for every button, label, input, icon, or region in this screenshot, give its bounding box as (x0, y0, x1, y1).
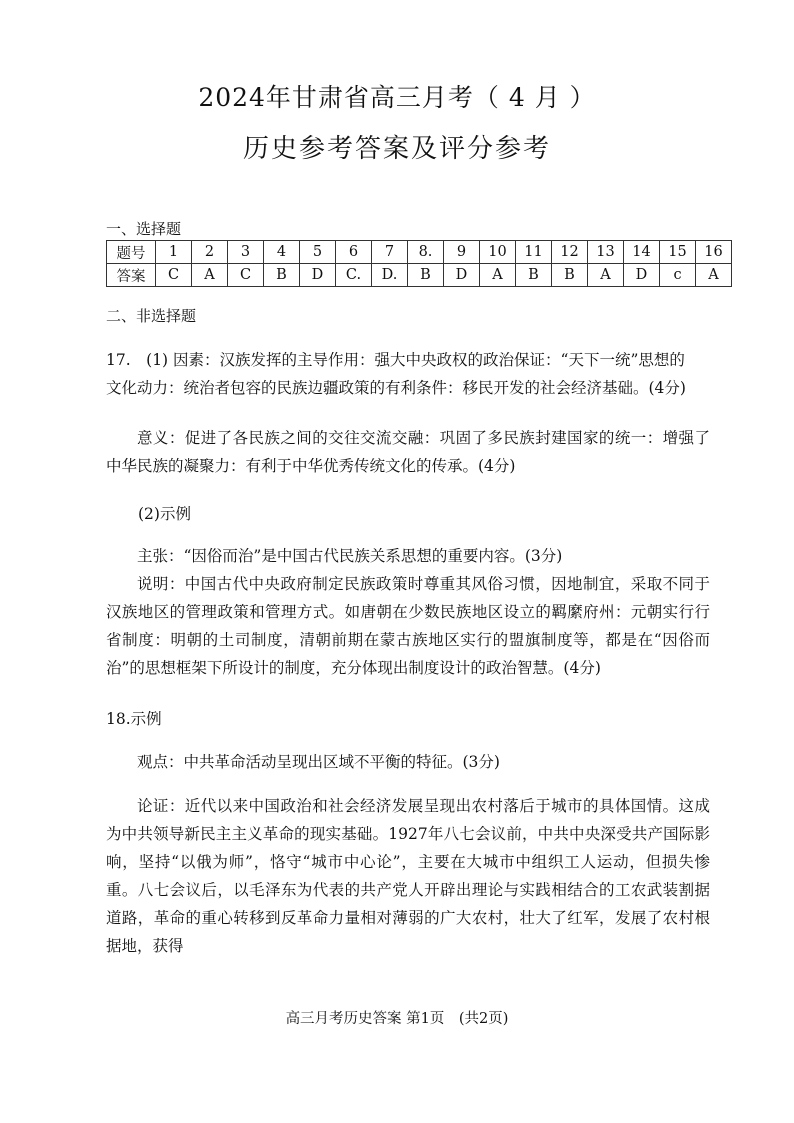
q17-explanation-text: 说明：中国古代中央政府制定民族政策时尊重其风俗习惯，因地制宜，采取不同于汉族地区的管理政策和管理方式。如唐朝在少数民族地区设立的羁縻府州：元朝实行行省制度：明朝的土司制度，清朝前期在蒙古族地区实行的盟旗制度等，都是在“因俗而治”的思想框架下所设计的制度，充分体现出制度设计的政治智慧。(4分) (106, 575, 710, 677)
q18-viewpoint-text: 观点：中共革命活动呈现出区域不平衡的特征。(3分) (137, 753, 500, 771)
question-number: 13 (588, 241, 624, 264)
question-number: 5 (300, 241, 336, 264)
answer-value: c (660, 264, 696, 287)
q17-claim (106, 542, 710, 570)
row-label-number: 题号 (107, 241, 156, 264)
question-number: 1 (156, 241, 192, 264)
answer-value: D (300, 264, 336, 287)
answer-value: C (156, 264, 192, 287)
question-number: 16 (696, 241, 732, 264)
q17-part1-line2: 文化动力：统治者包容的民族边疆政策的有利条件：移民开发的社会经济基础。(4分) (106, 379, 686, 397)
question-number: 11 (516, 241, 552, 264)
question-number: 6 (336, 241, 372, 264)
question-number: 14 (624, 241, 660, 264)
answer-value: D (444, 264, 480, 287)
q18-label: 18.示例 (106, 710, 162, 728)
q17-meaning-text: 意义：促进了各民族之间的交往交流交融：巩固了多民族封建国家的统一：增强了中华民族的凝聚力：有利于中华优秀传统文化的传承。(4分) (106, 429, 710, 475)
document-subtitle: 历史参考答案及评分参考 (242, 134, 551, 164)
answer-value: B (408, 264, 444, 287)
answer-value: D (624, 264, 660, 287)
q18-viewpoint (106, 748, 710, 776)
q17-part2-label: (2)示例 (138, 505, 191, 523)
q17-part1 (106, 346, 710, 402)
answer-value: A (480, 264, 516, 287)
q17-part1-line1: 17. (1) 因素：汉族发挥的主导作用：强大中央政权的政治保证：“天下一统”思想的 (106, 351, 685, 369)
question-number: 8. (408, 241, 444, 264)
answer-value: C. (336, 264, 372, 287)
question-number: 3 (228, 241, 264, 264)
question-number: 9 (444, 241, 480, 264)
answer-value: A (192, 264, 228, 287)
row-label-answer: 答案 (107, 264, 156, 287)
answer-value: B (264, 264, 300, 287)
q17-meaning (106, 424, 710, 480)
answer-value: D. (372, 264, 408, 287)
q17-claim-text: 主张：“因俗而治”是中国古代民族关系思想的重要内容。(3分) (137, 547, 563, 565)
section-heading-choice: 一、选择题 (106, 220, 182, 238)
question-number: 12 (552, 241, 588, 264)
answer-value: C (228, 264, 264, 287)
q17-explanation (106, 570, 710, 682)
answer-value: B (552, 264, 588, 287)
question-number: 7 (372, 241, 408, 264)
question-number: 10 (480, 241, 516, 264)
question-number: 4 (264, 241, 300, 264)
q18-argument (106, 792, 710, 960)
answer-value: B (516, 264, 552, 287)
question-number: 2 (192, 241, 228, 264)
question-number: 15 (660, 241, 696, 264)
answer-row (107, 264, 732, 287)
answer-value: A (696, 264, 732, 287)
question-number-row (107, 241, 732, 264)
section-heading-nonchoice: 二、非选择题 (106, 307, 197, 325)
answer-value: A (588, 264, 624, 287)
q18-argument-text: 论证：近代以来中国政治和社会经济发展呈现出农村落后于城市的具体国情。这成为中共领导新民主主义革命的现实基础。1927年八七会议前，中共中央深受共产国际影响，坚持“以俄为师”，恪守“城市中心论”，主要在大城市中组织工人运动，但损失惨重。八七会议后，以毛泽东为代表的共产党人开辟出理论与实践相结合的工农武装割据道路，革命的重心转移到反革命力量相对薄弱的广大农村，壮大了红军，发展了农村根据地，获得 (106, 797, 710, 955)
answer-table (106, 240, 732, 287)
document-title: 2024年甘肃省高三月考（ 4 月 ） (198, 83, 596, 112)
page-footer: 高三月考历史答案 第1页 (共2页) (285, 1011, 509, 1027)
